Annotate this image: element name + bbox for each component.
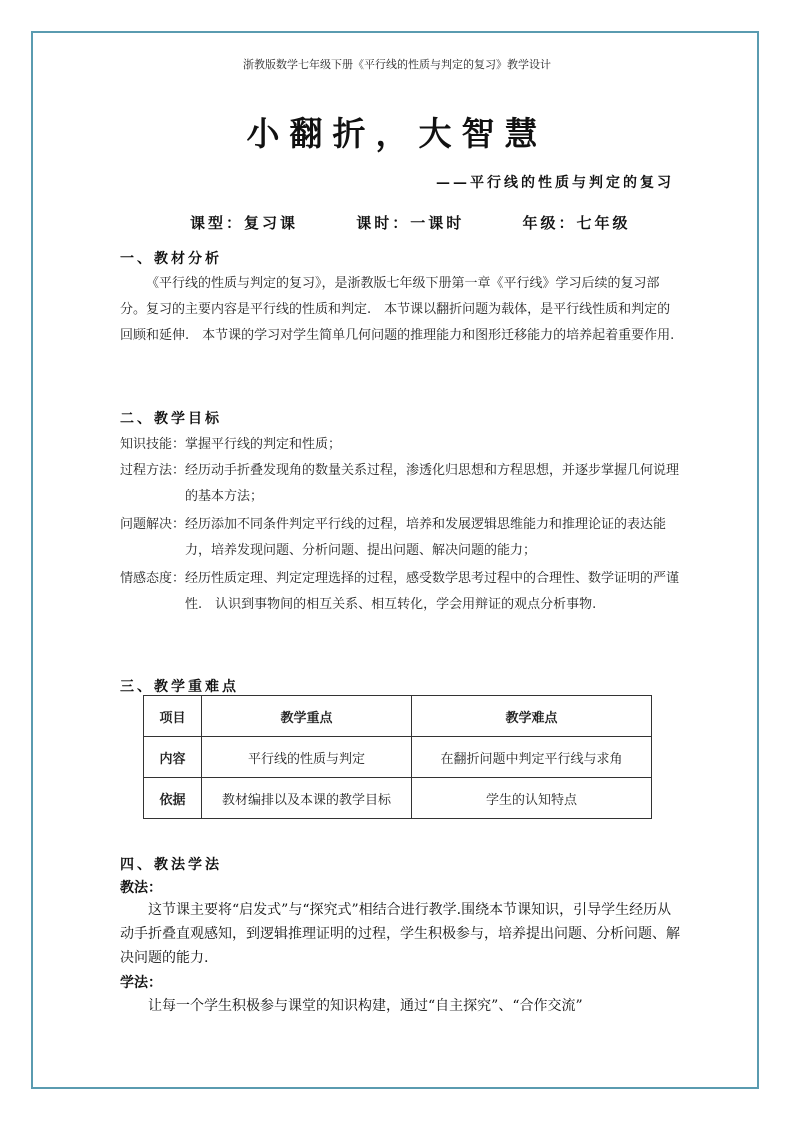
table-cell: 平行线的性质与判定 bbox=[202, 737, 412, 778]
lesson-meta bbox=[190, 212, 681, 233]
goal-label: 知识技能： bbox=[120, 437, 186, 452]
goal-item bbox=[120, 458, 680, 510]
table-cell: 内容 bbox=[144, 737, 202, 778]
section-heading-methods: 四、教法学法 bbox=[120, 857, 222, 873]
table-cell: 教材编排以及本课的教学目标 bbox=[202, 778, 412, 819]
goal-label: 问题解决： bbox=[120, 517, 186, 532]
lesson-hours: 课时：一课时 bbox=[356, 214, 465, 232]
goal-item bbox=[120, 432, 680, 458]
table-cell: 依据 bbox=[144, 778, 202, 819]
goal-text: 经历性质定理、判定定理选择的过程，感受数学思考过程中的合理性、数学证明的严谨性. 认识到事物间的相互关系、相互转化，学会用辩证的观点分析事物. bbox=[185, 571, 680, 612]
table-cell: 在翻折问题中判定平行线与求角 bbox=[412, 737, 652, 778]
learning-method-text: 让每一个学生积极参与课堂的知识构建，通过“自主探究”、“合作交流” bbox=[148, 998, 583, 1014]
analysis-paragraph: 《平行线的性质与判定的复习》，是浙教版七年级下册第一章《平行线》学习后续的复习部分。复习的主要内容是平行线的性质和判定. 本节课以翻折问题为载体，是平行线性质和判定的回顾和延伸. 本节课的学习对学生简单几何问题的推理能力和图形迁移能力的培养起着重要作用. bbox=[120, 276, 675, 343]
page-header: 浙教版数学七年级下册《平行线的性质与判定的复习》教学设计 bbox=[243, 58, 551, 71]
table-row bbox=[144, 778, 652, 819]
learning-method-label: 学法： bbox=[120, 975, 162, 991]
goal-label: 过程方法： bbox=[120, 463, 186, 478]
document-subtitle: ——平行线的性质与判定的复习 bbox=[436, 175, 674, 191]
goal-text: 掌握平行线的判定和性质； bbox=[185, 437, 342, 452]
goal-item bbox=[120, 512, 680, 564]
teaching-method-text: 这节课主要将“启发式”与“探究式”相结合进行教学.围绕本节课知识，引导学生经历从动手折叠直观感知，到逻辑推理证明的过程，学生积极参与，培养提出问题、分析问题、解决问题的能力. bbox=[120, 902, 680, 966]
table-row bbox=[144, 737, 652, 778]
table-header-cell: 教学重点 bbox=[202, 696, 412, 737]
section-heading-key-points: 三、教学重难点 bbox=[120, 679, 239, 695]
goal-text: 经历动手折叠发现角的数量关系过程，渗透化归思想和方程思想，并逐步掌握几何说理的基本方法； bbox=[185, 463, 680, 504]
lesson-grade: 年级：七年级 bbox=[522, 214, 631, 232]
teaching-method-label: 教法： bbox=[120, 880, 162, 896]
table-header-cell: 教学难点 bbox=[412, 696, 652, 737]
lesson-type: 课型：复习课 bbox=[190, 214, 299, 232]
document-title: 小翻折，大智慧 bbox=[246, 114, 548, 153]
table-header-row bbox=[144, 696, 652, 737]
goal-item bbox=[120, 566, 680, 618]
key-points-table bbox=[143, 695, 652, 819]
goal-text: 经历添加不同条件判定平行线的过程，培养和发展逻辑思维能力和推理论证的表达能力，培养发现问题、分析问题、提出问题、解决问题的能力； bbox=[185, 517, 667, 558]
section-heading-goals: 二、教学目标 bbox=[120, 411, 222, 427]
table-cell: 学生的认知特点 bbox=[412, 778, 652, 819]
section-heading-analysis: 一、教材分析 bbox=[120, 251, 222, 267]
table-header-cell: 项目 bbox=[144, 696, 202, 737]
goal-label: 情感态度： bbox=[120, 571, 186, 586]
